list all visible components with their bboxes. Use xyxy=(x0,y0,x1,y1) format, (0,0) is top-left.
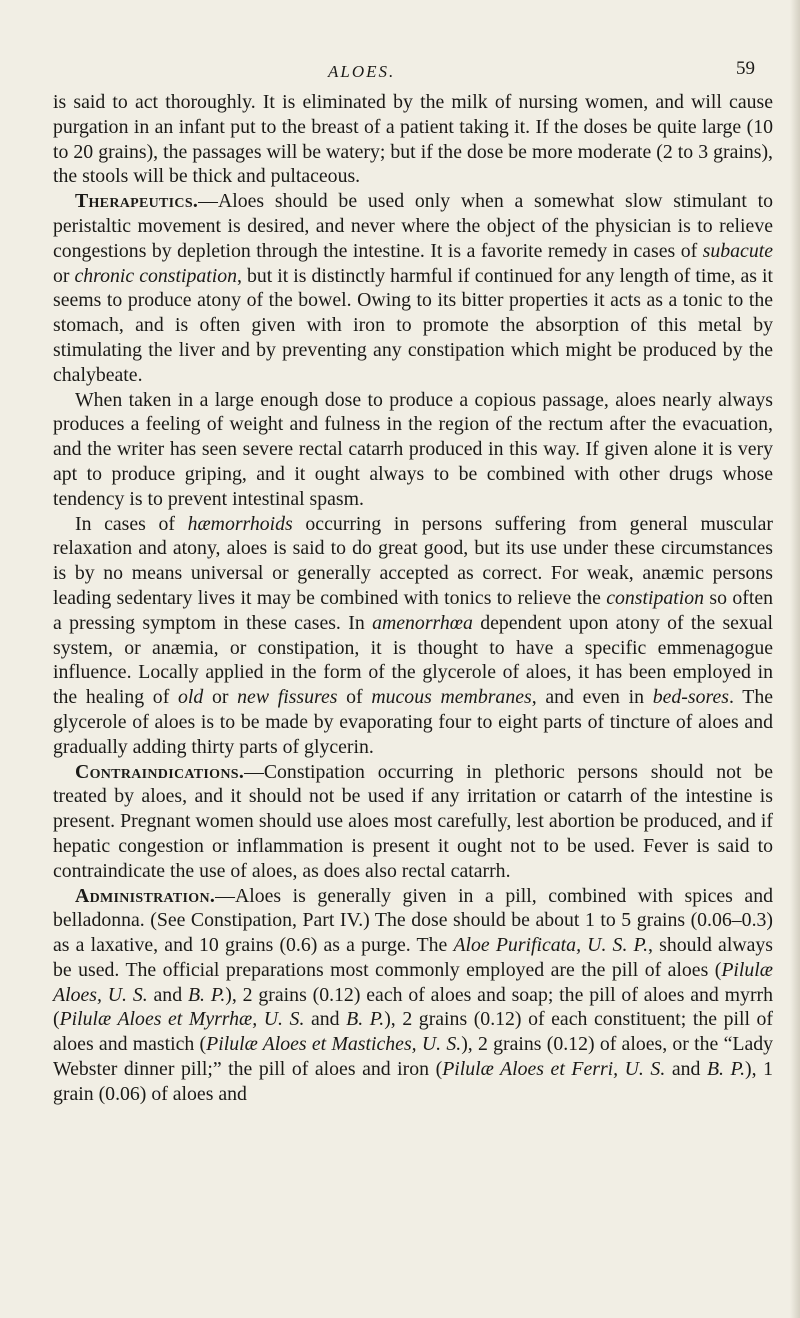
italic-text: Pilulæ Aloes, U. S. xyxy=(53,958,773,1006)
italic-text: Pilulæ Aloes et Ferri, U. S. xyxy=(442,1058,666,1081)
text-run: When taken in a large enough dose to produce a copious passage, aloes nearly always produces a feeling of weight and fulness in the region of the rectum after the evacuation, and the writer has seen severe rectal catarrh produced in this way. If given alone it is very apt to produce griping, and it ought always to be combined with other drugs whose tendency is to prevent intestinal spasm. xyxy=(53,388,773,510)
italic-text: Aloe Purificata, U. S. P. xyxy=(453,934,649,957)
paragraph-p6 xyxy=(53,884,773,1107)
italic-text: B. P. xyxy=(346,1008,385,1031)
paragraph-p4 xyxy=(53,512,773,760)
text-run: so often a pressing symptom in these cases. In xyxy=(53,586,774,634)
section-heading: Therapeutics. xyxy=(75,190,199,213)
page-edge-shadow xyxy=(790,0,800,1318)
italic-text: Pilulæ Aloes et Mastiches, U. S. xyxy=(206,1033,462,1056)
section-heading: Contraindications. xyxy=(75,760,245,783)
text-run: —Constipation occurring in plethoric persons should not be treated by aloes, and it should not be used if any irritation or catarrh of the intestine is present. Pregnant women should use aloes most carefully, lest abortion be produced, and if hepatic congestion or inflammation is present it ought not to be used. Fever is said to contraindicate the use of aloes, as does also rectal catarrh. xyxy=(53,760,773,882)
text-run: ), 2 grains (0.12) of each constituent; the pill of aloes and mastich ( xyxy=(53,1008,774,1056)
italic-text: amenorrhœa xyxy=(372,611,473,634)
running-title: ALOES. xyxy=(328,62,396,81)
text-run: —Aloes is generally given in a pill, combined with spices and belladonna. (See Constipation, Part IV.) The dose should be about 1 to 5 grains (0.06–0.3) as a laxative, and 10 grains (0.6) as a purge. The xyxy=(53,884,773,957)
text-run: —Aloes should be used only when a somewhat slow stimulant to peristaltic movement is desired, and never where the object of the physician is to relieve congestions by depletion through the intestine. It is a favorite remedy in cases of xyxy=(53,190,773,262)
text-run: , and even in xyxy=(531,686,653,709)
text-run: ), 2 grains (0.12) of aloes, or the “Lady Webster dinner pill;” the pill of aloes and iron ( xyxy=(53,1033,774,1081)
text-run: ), 2 grains (0.12) each of aloes and soap; the pill of aloes and myrrh ( xyxy=(53,983,774,1031)
text-run: and xyxy=(665,1058,707,1081)
italic-text: chronic constipation xyxy=(74,264,238,287)
italic-text: new fissures xyxy=(237,686,338,709)
italic-text: Pilulæ Aloes et Myrrhæ, U. S. xyxy=(59,1008,305,1031)
section-heading: Administration. xyxy=(75,884,216,907)
text-run: and xyxy=(147,983,188,1006)
paragraph-p1 xyxy=(53,90,773,189)
text-run: In cases of xyxy=(75,512,188,535)
text-run: , should always be used. The official preparations most commonly employed are the pill of aloes ( xyxy=(53,934,773,981)
italic-text: subacute xyxy=(702,239,773,262)
italic-text: constipation xyxy=(606,586,705,609)
text-run: occurring in persons suffering from general muscular relaxation and atony, aloes is said to do great good, but its use under these circumstances is by no means universal or generally accepted as correct. For weak, anæmic persons leading sedentary lives it may be combined with tonics to relieve the xyxy=(53,512,774,609)
italic-text: bed-sores xyxy=(652,686,729,709)
italic-text: B. P. xyxy=(187,983,226,1006)
page-header xyxy=(0,58,800,92)
text-run: ), 1 grain (0.06) of aloes and xyxy=(53,1058,774,1105)
paragraph-p3 xyxy=(53,388,773,512)
text-run: and xyxy=(304,1008,347,1031)
italic-text: old xyxy=(177,686,204,709)
text-run: . The glycerole of aloes is to be made by evaporating four to eight parts of tincture of aloes and gradually adding thirty parts of glycerin. xyxy=(53,686,773,758)
paragraph-p5 xyxy=(53,760,773,884)
text-run: of xyxy=(337,686,372,709)
page-number: 59 xyxy=(736,58,755,79)
paragraph-p2 xyxy=(53,189,773,387)
text-run: dependent upon atony of the sexual system, or anæmia, or constipation, it is thought to have a specific emmenagogue influence. Locally applied in the form of the glycerole of aloes, it has been employed in the healing of xyxy=(53,611,773,709)
italic-text: mucous membranes xyxy=(371,686,532,709)
body-text xyxy=(53,90,773,1107)
text-run: is said to act thoroughly. It is eliminated by the milk of nursing women, and will cause purgation in an infant put to the breast of a patient taking it. If the doses be quite large (10 to 20 grains), the passages will be watery; but if the dose be more moderate (2 to 3 grains), the stools will be thick and pultaceous. xyxy=(53,91,773,188)
text-run: or xyxy=(203,686,238,709)
text-run: , but it is distinctly harmful if continued for any length of time, as it seems to produce atony of the bowel. Owing to its bitter properties it acts as a tonic to the stomach, and is often given with iron to promote the absorption of this metal by stimulating the liver and by preventing any constipation which might be produced by the chalybeate. xyxy=(53,264,773,386)
text-run: or xyxy=(53,264,75,287)
italic-text: hæmorrhoids xyxy=(187,512,293,535)
italic-text: B. P. xyxy=(706,1058,746,1081)
